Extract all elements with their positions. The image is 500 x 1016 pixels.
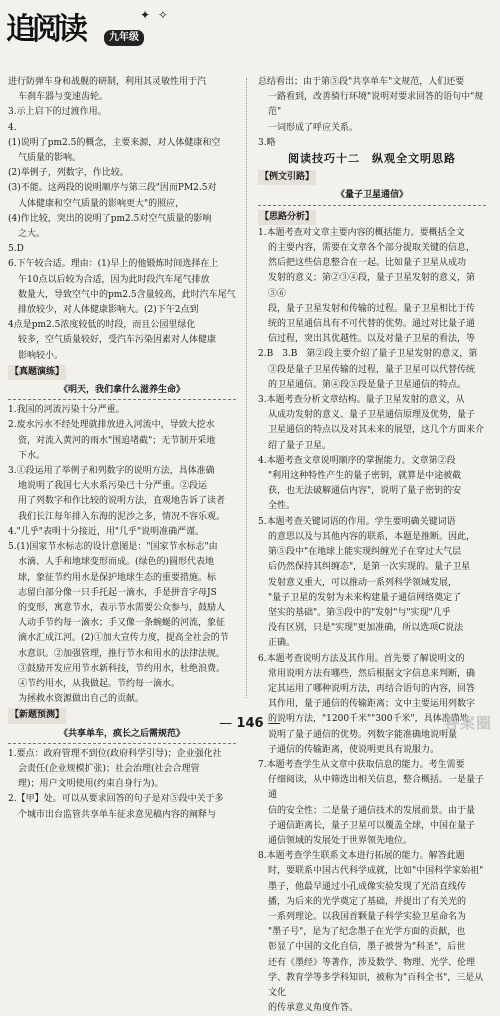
- right-column: [258, 75, 486, 1016]
- text-line: 学、教育学等多学科知识，被称为"百科全书"，三是从文化: [268, 972, 484, 998]
- section-heading-analysis: 【思路分析】: [258, 210, 316, 225]
- text-line: ③段是量子卫星传输的过程，量子卫星可以代替传统: [268, 364, 476, 375]
- series-logo: 追阅读: [6, 12, 84, 47]
- text-line: 发射的意义；第②③④段，量子卫星发射的意义，第⑤⑥: [268, 273, 476, 299]
- text-line: 气质量的影响。: [18, 153, 82, 164]
- text-line: 志留白部分像一只手托起一滴水，手是拼音字母JS: [18, 587, 217, 598]
- text-line: 信的安全性；二是量子通信技术的发展前景。由于量: [268, 805, 476, 816]
- text-line: 7.本题考查学生从文章中获取信息的能力。考生需要: [258, 759, 465, 770]
- page-number: [0, 716, 500, 731]
- text-line: 为拯救水资源做出自己的贡献。: [18, 694, 145, 705]
- text-line: 卫星通信的特点以及对其未来的展望，这几个方面来介: [268, 425, 485, 436]
- article-title-2: 《共享单车，疯长之后需规范》: [8, 727, 236, 744]
- text-line: 信过程，突出其优越性。以及对量子卫星的看法，等: [268, 334, 476, 345]
- article-title-1: 《明天，我们拿什么滋养生命》: [8, 383, 236, 400]
- page-number-text: — 146 —: [219, 716, 280, 731]
- text-line: 的变形，寓意节水，表示节水需要公众参与，鼓励人: [18, 602, 226, 613]
- text-line: 的传承意义角度作答。: [268, 1003, 359, 1014]
- text-line: 的主要内容，需要在文章各个部分提取关键的信息，: [268, 243, 476, 254]
- text-line: (2)举例子，列数字，作比较。: [8, 168, 129, 179]
- text-line: 之大。: [18, 229, 46, 240]
- star-decoration-icon: ✦ ✧: [140, 8, 170, 22]
- text-line: 水意识。②加强管理，推行节水和用水的法律法规。: [18, 648, 226, 659]
- text-line: 3.略: [258, 137, 276, 148]
- section-heading-example: 【例文引路】: [258, 170, 316, 185]
- text-line: 用了列数字和作比较的说明方法，直观地告诉了读者: [18, 496, 226, 507]
- text-line: 4点是pm2.5浓度较低的时段，而且公园里绿化: [8, 320, 196, 331]
- text-line: 3.①段运用了举例子和列数字的说明方法，具体准确: [8, 466, 215, 477]
- text-line: ③鼓励开发应用节水新科技，节约用水，杜绝浪费。: [18, 663, 226, 674]
- text-line: "利用这种特性产生的量子密钥，就算是中途被截: [268, 471, 462, 482]
- text-line: 5.本题考查关键词语的作用。学生要明确关键词语: [258, 516, 456, 527]
- text-line: 坚实的基础"。第⑤段中的"发射"与"实现"几乎: [268, 607, 451, 618]
- text-line: 的说明方法，"1200千米""300千米"，具体准确地: [268, 714, 469, 725]
- text-line: 2.B 3.B 第②段主要介绍了量子卫星发射的意义，第: [258, 349, 478, 360]
- text-line: 3.本题考查分析文章结构。量子卫星发射的意义，从: [258, 395, 465, 406]
- text-line: 定其运用了哪种说明方法，再结合语句的内容，回答: [268, 683, 476, 694]
- text-line: 我们长江每年排入东海的泥沙之多，情况不容乐观。: [18, 511, 226, 522]
- column-divider: [246, 78, 248, 698]
- text-line: 说明了量子通信的优势。列数字能准确地说明量: [268, 729, 458, 740]
- text-line: 常用说明方法有哪些，然后根据文字信息来判断，确: [268, 668, 476, 679]
- text-line: 的卫星通信。第④段⑤段是量子卫星通信的特点。: [268, 379, 467, 390]
- text-line: 地说明了我国七大水系污染已十分严重。②段运: [18, 481, 208, 492]
- section-heading-prediction: 【新题预测】: [8, 708, 66, 723]
- text-line: 段，量子卫星发射和传输的过程。量子卫星相比于传: [268, 303, 476, 314]
- text-line: 从成功发射的意义、量子卫星通信原理及优势，量子: [268, 410, 476, 421]
- text-line: 获，也无法破解通信内容"，说明了量子密钥的安: [268, 486, 462, 497]
- text-line: 进行防弹车身和战舰的研制，利用其灵敏性用于汽: [8, 77, 207, 87]
- text-line: 彰显了中国的文化自信，墨子被誉为"科圣"，后世: [268, 942, 466, 953]
- article-title-3: 《量子卫星通信》: [258, 188, 486, 205]
- text-line: 然后把这些信息整合在一起。比如量子卫星从成功: [268, 258, 467, 269]
- text-line: 2.【甲】处。可以从要求回答的句子是对⑤段中关于多: [8, 794, 224, 805]
- text-line: 后仍然保持其纠缠态"，是第一次实现的。量子卫星: [268, 562, 471, 573]
- text-line: 水滴、人手和地球变形而成。(绿色的)圆形代表地: [18, 557, 215, 568]
- left-column: [8, 75, 236, 823]
- text-line: 墨子，他最早通过小孔成像实验发现了光沿直线传: [268, 881, 467, 892]
- text-line: 正确。: [268, 638, 296, 649]
- text-line: 5.(1)国家节水标志的设计意图是："国家节水标志"由: [8, 542, 218, 553]
- text-line: 还有《墨经》等著作，涉及数学、物理、光学、伦理: [268, 957, 476, 968]
- text-line: 午10点以后较为合适，因为此时段汽车尾气排放: [18, 274, 210, 285]
- answer-block-4: [258, 75, 486, 151]
- text-line: 1.要点：政府管理不到位(政府科学引导)；企业强化社: [8, 748, 222, 759]
- text-line: 较多，空气质量较好，受汽车污染因素对人体健康: [18, 335, 217, 346]
- text-line: "墨子号"，是为了纪念墨子在光学方面的贡献，也: [268, 927, 466, 938]
- text-line: 理)；用户文明使用(约束自身行为)。: [18, 779, 164, 790]
- text-line: 通信领域的发展处于世界领先地位。: [268, 835, 413, 846]
- text-line: 人体健康和空气质量的影响更大"的照应，: [18, 198, 185, 209]
- page-header: [0, 0, 500, 72]
- text-line: 4.: [8, 122, 17, 133]
- text-line: 的意思以及与其他内容的联系，本题是推断。因此，: [268, 531, 476, 542]
- text-line: 6.本题考查说明方法及其作用。首先要了解说明文的: [258, 653, 465, 664]
- text-line: 全性。: [268, 501, 296, 512]
- text-line: 会责任(企业规模扩张)；社会治理(社会合理管: [18, 763, 200, 774]
- text-line: "量子卫星的发射为未来构建量子通信网络奠定了: [268, 592, 462, 603]
- text-line: 3.示上启下的过渡作用。: [8, 107, 107, 118]
- text-line: 一系列理论。以我国首颗量子科学实验卫星命名为: [268, 911, 467, 922]
- text-line: 2.废水污水不经处理就排放进入河流中，导致大挖水: [8, 420, 215, 431]
- answer-block-2: [8, 403, 236, 707]
- text-line: 播，为后来的光学奠定了基础，并提出了有关光的: [268, 896, 467, 907]
- text-line: (4)作比较，突出的说明了pm2.5对空气质量的影响: [8, 213, 212, 224]
- answer-block-5: [258, 226, 486, 1016]
- text-line: 统的卫星通信具有不可代替的优势。通过对比量子通: [268, 319, 476, 330]
- text-line: 车刹车器与变速齿轮。: [18, 92, 109, 103]
- text-line: 1.我国的河流污染十分严重。: [8, 405, 125, 416]
- text-line: 4.本题考查文章说明顺序的掌握能力。文章第②段: [258, 455, 456, 466]
- text-line: 仔细阅读，从中筛选出相关信息，整合概括。一是量子通: [268, 775, 485, 801]
- chapter-title: 阅读技巧十二 纵观全文明思路: [288, 152, 456, 166]
- text-line: 8.本题考查学生联系文本进行拓展的能力。解答此题: [258, 851, 465, 862]
- text-line: 数量大，导致空气中的pm2.5含量较高，此时汽车尾气: [18, 289, 236, 300]
- answer-block-1: [8, 75, 236, 364]
- grade-badge: 九年级: [104, 30, 144, 46]
- text-line: 绍了量子卫星。: [268, 440, 332, 451]
- text-line: (1)说明了pm2.5的概念，主要来源，对人体健康和空: [8, 137, 221, 148]
- text-line: 子通信的传输距离，使说明更具有说服力。: [268, 744, 440, 755]
- text-line: 滴水汇成江河。(2)①加大宣传力度，提高全社会的节: [18, 633, 229, 644]
- text-line: 子通信距离长，量子卫星可以覆盖全球，中国在量子: [268, 820, 476, 831]
- text-line: 没有区别，只是"实现"更加准确，所以选项C说法: [268, 623, 464, 634]
- answer-block-3: [8, 747, 236, 823]
- text-line: 下水。: [18, 450, 46, 461]
- text-line: 发射意义重大，可以推动一系列科学领域发展，: [268, 577, 458, 588]
- text-line: 一路看到，改善骑行环境"说明对要求回答的语句中"规范": [268, 92, 484, 118]
- text-line: 1.本题考查对文章主要内容的概括能力。要概括全文: [258, 227, 465, 238]
- text-line: (3)不能。这两段的说明顺序与第三段"因而PM2.5对: [8, 183, 217, 194]
- text-line: 人动手节约每一滴水；手又像一条蜿蜒的河流，象征: [18, 618, 226, 629]
- text-line: 资，对流入黄河的雨水"围追堵截"；无节制开采地: [18, 435, 216, 446]
- text-line: 第⑤段中"在地球上能实现纠缠光子在穿过大气层: [268, 547, 462, 558]
- text-line: 其作用，量子通信的传输距离；文中主要运用列数字: [268, 699, 476, 710]
- text-line: 总结看出；由于第⑤段"共享单车"文规范，人们还要: [258, 77, 465, 87]
- text-line: 一词形成了呼应关系。: [268, 122, 359, 133]
- text-line: 球，象征节约用水是保护地球生态的重要措施。标: [18, 572, 217, 583]
- text-line: 6.下午较合适。理由：(1)早上的他锻炼时间选择在上: [8, 259, 219, 270]
- text-line: 排放较少，对人体健康影响大。(2)下午2点到: [18, 305, 199, 316]
- text-line: 5.D: [8, 244, 24, 255]
- text-line: 时，要联系中国古代科学成就，比如"中国科学家始祖": [268, 866, 484, 877]
- text-line: ④节约用水，从我做起。节约每一滴水。: [18, 678, 181, 689]
- text-line: 个城市出台监管共享单车征求意见稿内容的阐释与: [18, 809, 217, 820]
- text-line: 4."几乎"表明十分接近，用"几乎"说明准确严谨。: [8, 526, 205, 537]
- text-line: 影响较小。: [18, 350, 64, 361]
- watermark-logo: 答案圈: [443, 714, 492, 732]
- section-heading-practice: 【真题演练】: [8, 365, 66, 380]
